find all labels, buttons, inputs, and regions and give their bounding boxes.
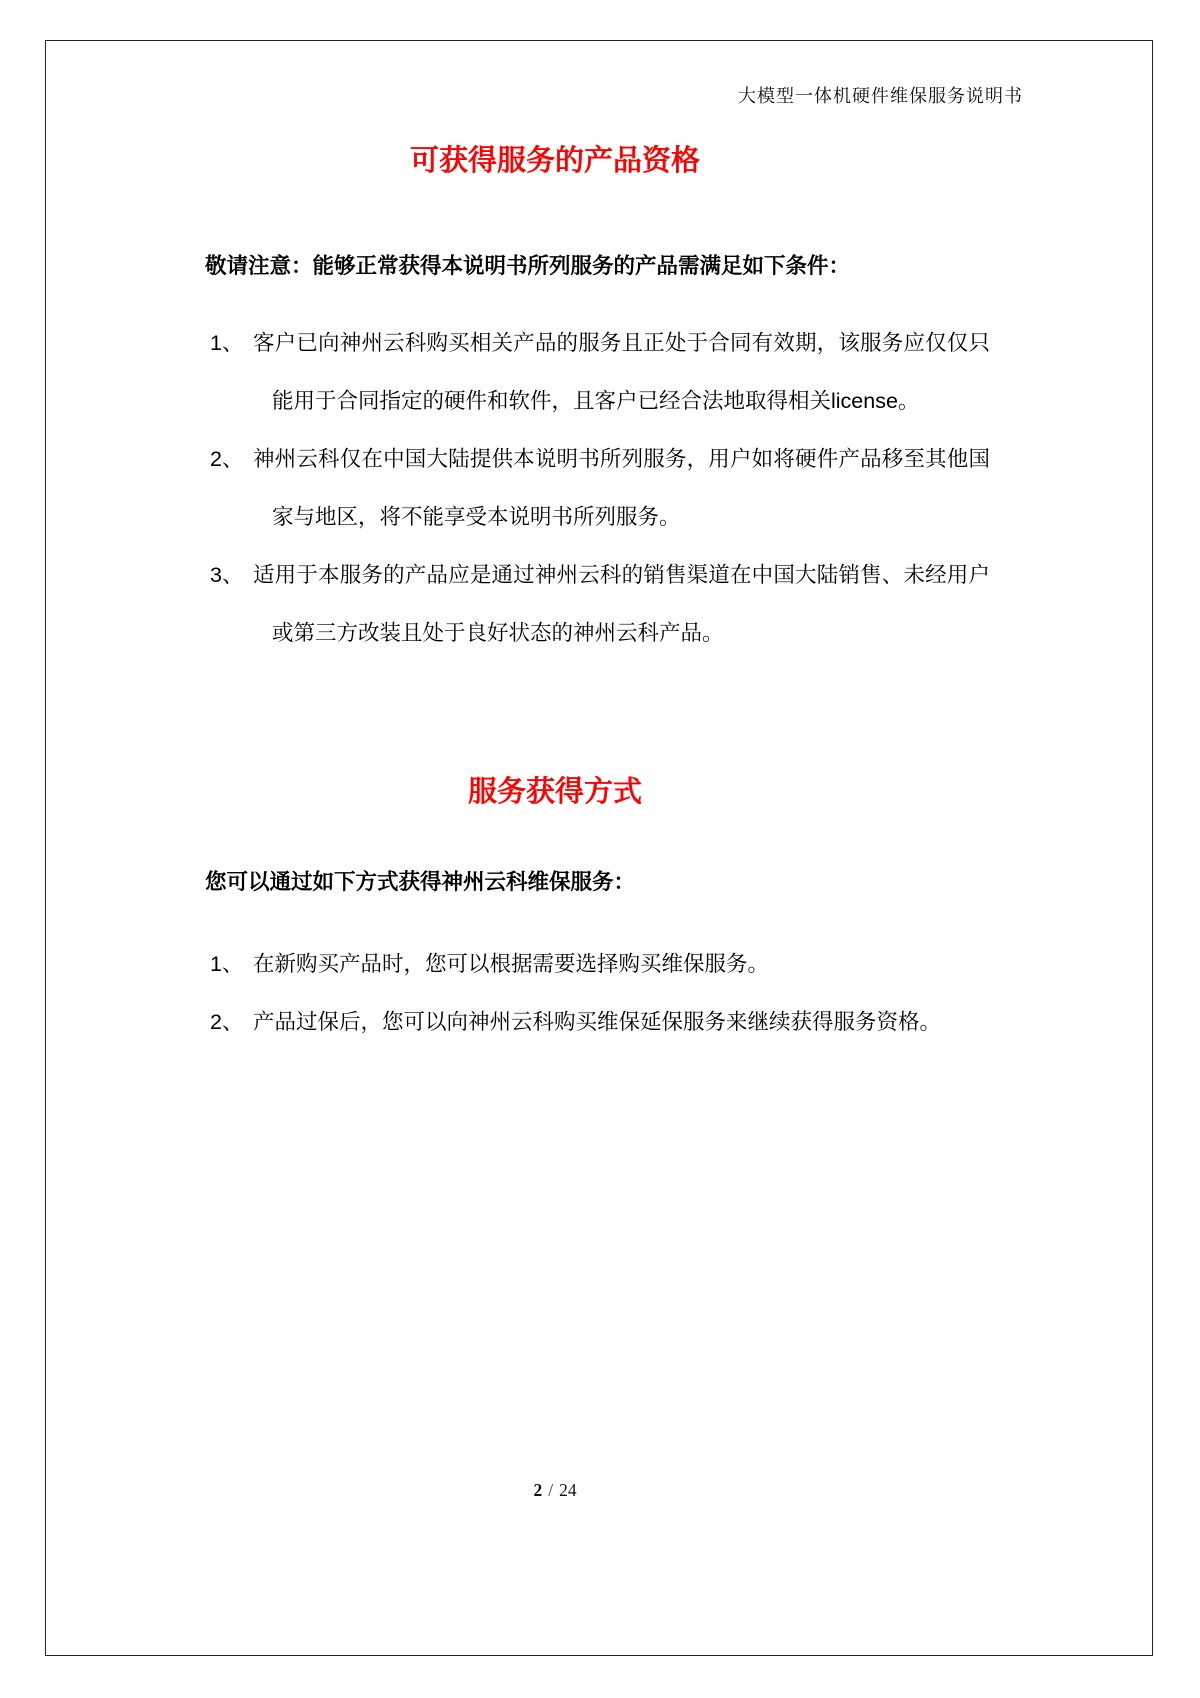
list-item (205, 935, 990, 993)
list-item-number: 1、 (210, 331, 244, 355)
list-item-text: 客户已向神州云科购买相关产品的服务且正处于合同有效期，该服务应仅仅只能用于合同指定的硬件和软件，且客户已经合法地取得相关license。 (253, 331, 990, 413)
list-item-number: 1、 (210, 952, 244, 976)
section-title-how-to-get-service: 服务获得方式 (467, 776, 642, 808)
total-pages: 24 (559, 1480, 577, 1500)
page-number-separator: / (548, 1480, 554, 1500)
eligibility-conditions-list (205, 314, 990, 662)
list-item-number: 3、 (210, 563, 244, 587)
list-item-text: 神州云科仅在中国大陆提供本说明书所列服务，用户如将硬件产品移至其他国家与地区，将不能享受本说明书所列服务。 (253, 447, 990, 529)
list-item-text: 适用于本服务的产品应是通过神州云科的销售渠道在中国大陆销售、未经用户或第三方改装且处于良好状态的神州云科产品。 (253, 563, 990, 645)
list-item (205, 546, 990, 662)
list-item-text: 在新购买产品时，您可以根据需要选择购买维保服务。 (253, 952, 770, 976)
current-page-number: 2 (533, 1480, 543, 1500)
list-item (205, 993, 990, 1051)
list-item-text: 产品过保后，您可以向神州云科购买维保延保服务来继续获得服务资格。 (253, 1010, 942, 1034)
section-title-product-eligibility: 可获得服务的产品资格 (409, 145, 700, 177)
list-item-number: 2、 (210, 1010, 244, 1034)
service-acquisition-list (205, 935, 990, 1051)
list-item-number: 2、 (210, 447, 244, 471)
list-item (205, 430, 990, 546)
section-lead-how-to-get-service: 您可以通过如下方式获得神州云科维保服务： (205, 870, 636, 894)
page-number-footer (205, 1480, 905, 1501)
section-lead-product-eligibility: 敬请注意：能够正常获得本说明书所列服务的产品需满足如下条件： (205, 254, 851, 278)
list-item (205, 314, 990, 430)
document-header-title: 大模型一体机硬件维保服务说明书 (738, 86, 1023, 106)
